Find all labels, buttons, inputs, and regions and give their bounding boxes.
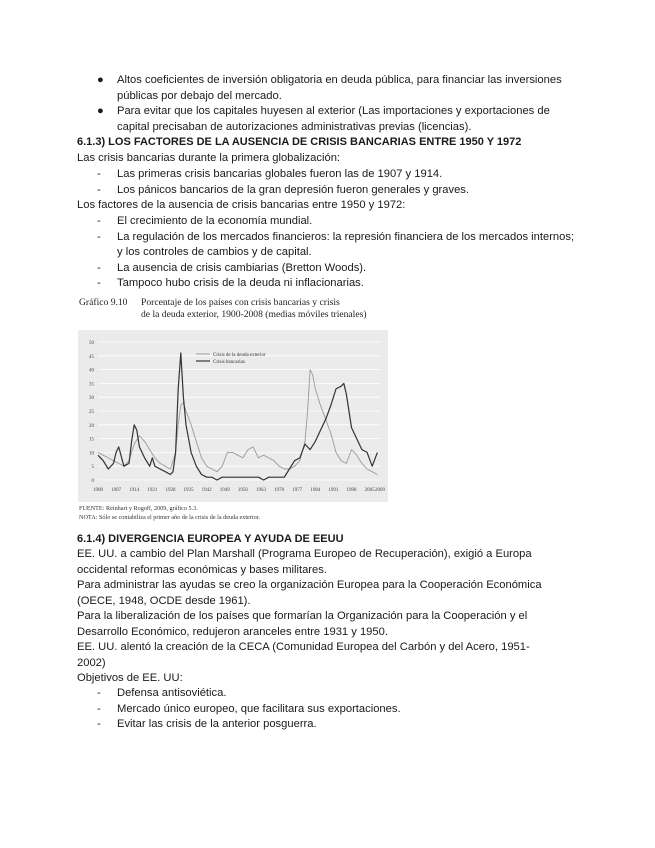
section-613-list-2 [97,214,577,292]
x-tick-label: 1991 [328,488,339,493]
dash-marker: - [97,230,101,243]
y-tick-label: 5 [91,465,94,471]
y-tick-label: 45 [89,354,94,360]
legend-label: Crisis bancarias [213,359,245,365]
dash-marker: - [97,277,101,289]
section-614-paragraph-5: Objetivos de EE. UU: [77,672,183,684]
dash-marker: - [97,702,101,715]
dash-marker: - [97,215,101,227]
list-item: - Tampoco hubo crisis de la deuda ni inflacionarias. [97,276,577,292]
section-613-heading: 6.1.3) LOS FACTORES DE LA AUSENCIA DE CRISIS BANCARIAS ENTRE 1950 Y 1972 [77,136,522,148]
section-613-list-1 [97,167,577,198]
x-tick-label: 1998 [346,488,357,493]
x-tick-label: 1977 [292,488,303,493]
figure-source-line: FUENTE: Reinhart y Rogoff, 2009, gráfico 5.3. [79,505,198,512]
list-item: - La ausencia de crisis cambiarias (Bretton Woods). [97,261,577,277]
figure-title-line-1: Porcentaje de los países con crisis bancarias y crisis [141,297,340,308]
list-item: - La regulación de los mercados financieros: la represión financiera de los mercados internos; y los controles de cambios y de capital. [97,230,575,258]
x-tick-label: 1963 [255,488,266,493]
bullet-marker: ● [97,74,104,86]
list-item: ● Altos coeficientes de inversión obligatoria en deuda pública, para financiar las inversiones públicas por debajo del mercado. [97,74,562,102]
section-614-paragraph-4: EE. UU. alentó la creación de la CECA (Comunidad Europea del Carbón y del Acero, 1951-2002) [77,641,530,669]
y-tick-label: 0 [91,479,94,484]
crisis-line-chart [78,330,388,502]
list-item: - El crecimiento de la economía mundial. [97,214,577,230]
x-tick-label: 1921 [147,488,158,493]
x-tick-label: 1907 [111,488,122,493]
y-tick-label: 30 [89,396,94,402]
dash-marker: - [97,261,101,274]
section-614-list [97,686,577,733]
list-item: - Los pánicos bancarios de la gran depresión fueron generales y graves. [97,183,577,199]
dash-marker: - [97,718,101,730]
section-614-heading: 6.1.4) DIVERGENCIA EUROPEA Y AYUDA DE EEUU [77,533,344,545]
y-tick-label: 15 [89,437,94,443]
dash-marker: - [97,687,101,699]
y-tick-label: 10 [89,451,94,457]
figure-title-line-2: de la deuda exterior, 1900-2008 (medias móviles trienales) [141,309,367,320]
y-tick-label: 50 [89,341,94,346]
figure-number: Gráfico 9.10 [79,297,128,308]
x-tick-label: 1956 [237,488,248,493]
section-613-paragraph-2: Los factores de la ausencia de crisis bancarias entre 1950 y 1972: [77,199,406,211]
x-tick-label: 1928 [165,488,176,493]
x-tick-label: 1900 [93,488,103,493]
section-614-paragraph-3: Para la liberalización de los países que formarían la Organización para la Cooperación y el Desarrollo Económico, redujeron aranceles entre 1931 y 1950. [77,610,528,638]
list-item: - Mercado único europeo, que facilitara sus exportaciones. [97,702,577,718]
figure-note-line: NOTA: Sólo se contabiliza el primer año de la crisis de la deuda exterior. [79,513,260,521]
dash-marker: - [97,168,101,180]
section-614-paragraph-2: Para administrar las ayudas se creo la organización Europea para la Cooperación Económica (OECE, 1948, OCDE desde 1961). [77,579,542,607]
list-item: - Defensa antisoviética. [97,686,577,702]
x-tick-label: 1914 [129,488,140,493]
x-tick-label: 1935 [183,488,194,493]
x-tick-label: 1942 [201,488,212,493]
x-tick-label: 1984 [310,488,321,493]
bullet-marker: ● [97,105,104,117]
y-tick-label: 20 [89,423,94,429]
legend-label: Crisis de la deuda exterior [213,352,266,358]
intro-bullet-list [97,73,577,135]
y-tick-label: 35 [89,382,94,388]
list-item: - Las primeras crisis bancarias globales fueron las de 1907 y 1914. [97,167,577,183]
y-tick-label: 40 [89,368,94,374]
x-tick-label: 1949 [219,488,230,493]
section-614-paragraph-1: EE. UU. a cambio del Plan Marshall (Programa Europeo de Recuperación), exigió a Europa occidental reformas económicas y bases militares. [77,548,532,576]
x-tick-label: 2005 [364,488,375,493]
x-tick-label: 2009 [375,488,385,493]
figure-title [79,297,367,321]
dash-marker: - [97,183,101,196]
figure-source [79,505,379,522]
section-613-paragraph-1: Las crisis bancarias durante la primera globalización: [77,152,341,164]
y-tick-label: 25 [89,410,94,415]
list-item: - Evitar las crisis de la anterior posguerra. [97,717,577,733]
list-item: ● Para evitar que los capitales huyesen al exterior (Las importaciones y exportaciones de capital precisaban de autorizaciones administrativas previas (licencias). [97,105,550,133]
x-tick-label: 1970 [274,488,285,493]
